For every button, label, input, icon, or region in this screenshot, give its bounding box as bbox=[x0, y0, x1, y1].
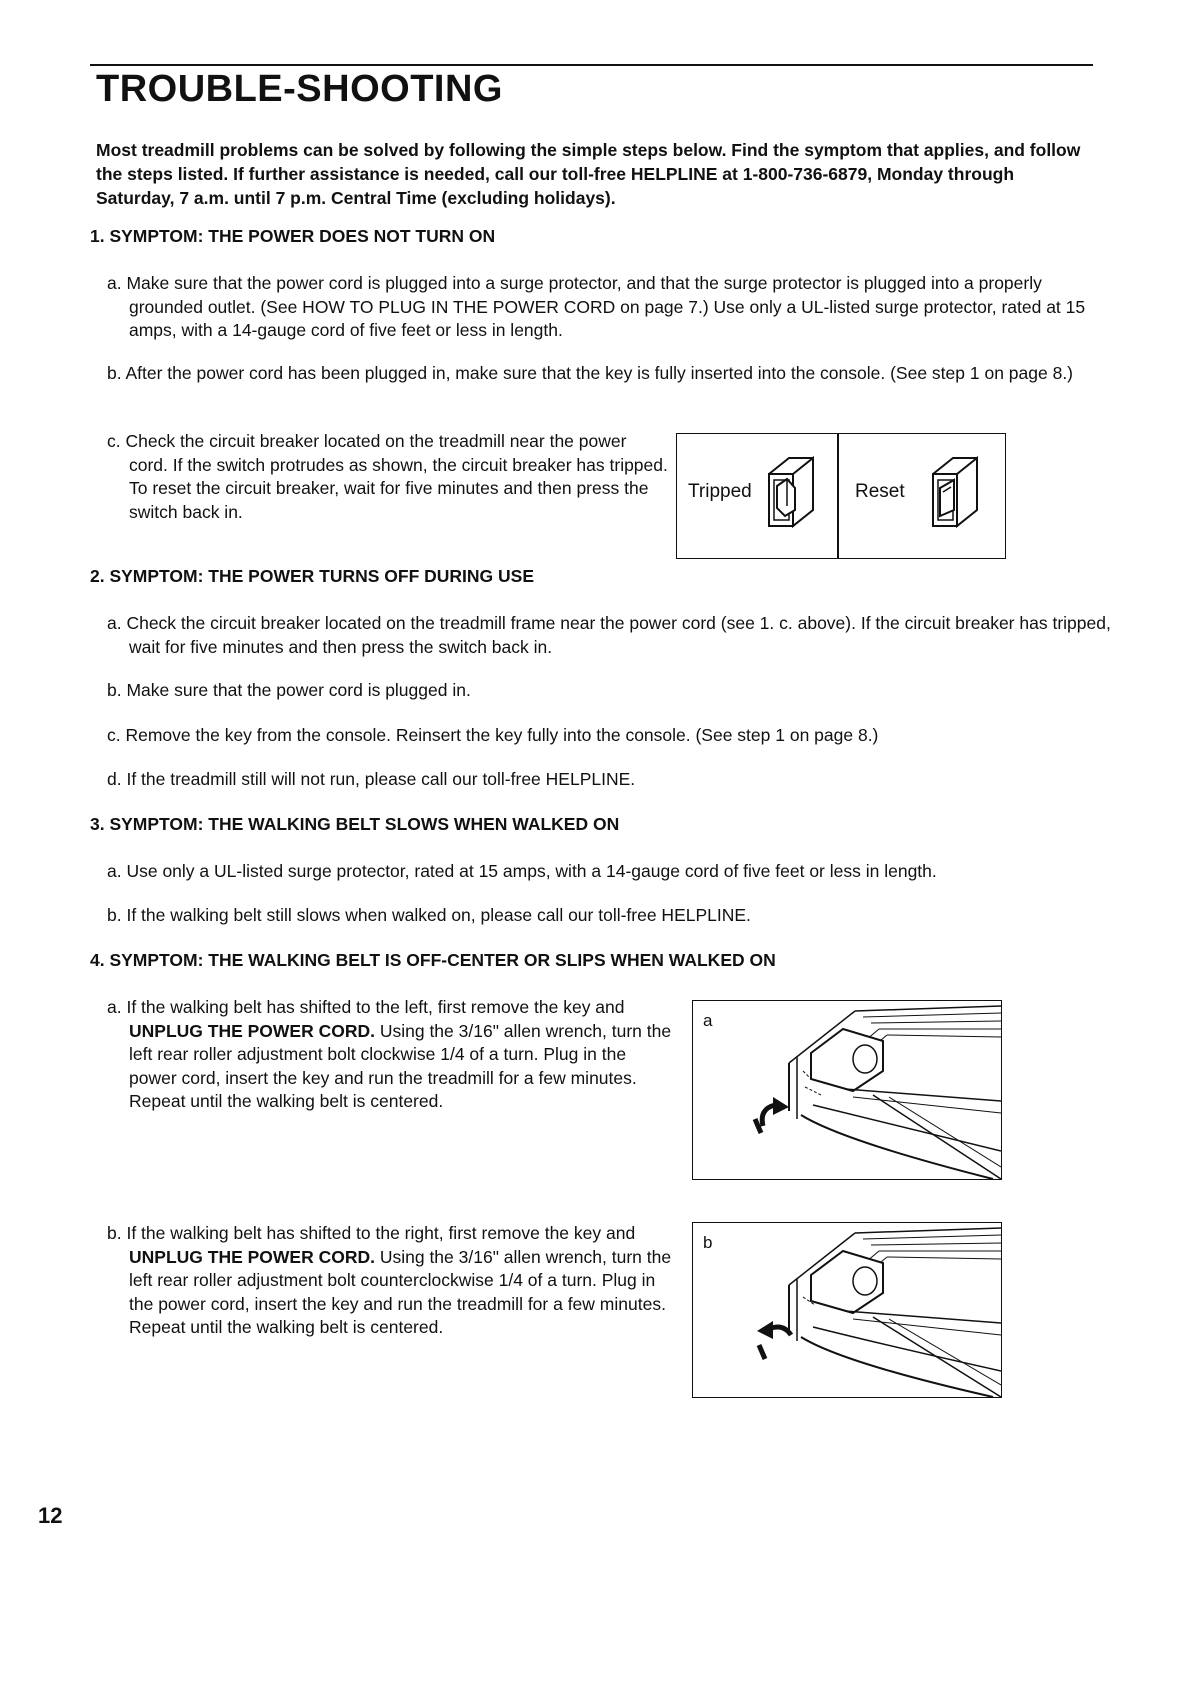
step-a-text-post: Using the 3/16" allen wrench, turn the left rear roller adjustment bolt clockwise 1/4 of a turn. Plug in the power cord, insert the key and run the treadmill for a few minutes. Repeat until the walking belt is centered. bbox=[129, 1020, 672, 1111]
symptom-2-step-a: a. Check the circuit breaker located on the treadmill frame near the power cord (see 1. c. above). If the circuit breaker has tripped, wait for five minutes and then press the switch back in. bbox=[107, 613, 1111, 657]
belt-adjust-figure-a bbox=[692, 1000, 1002, 1180]
symptom-1-step-b: b. After the power cord has been plugged in, make sure that the key is fully inserted into the console. (See step 1 on page 8.) bbox=[107, 363, 1074, 383]
symptom-4-step-a bbox=[107, 996, 674, 1114]
header-rule bbox=[90, 64, 1093, 66]
belt-roller-clockwise-illustration bbox=[693, 1001, 1001, 1179]
symptom-3-step-b: b. If the walking belt still slows when walked on, please call our toll-free HELPLINE. bbox=[107, 905, 751, 925]
tripped-switch-icon bbox=[763, 452, 821, 538]
belt-adjust-figure-b bbox=[692, 1222, 1002, 1398]
symptom-2-heading: 2. SYMPTOM: THE POWER TURNS OFF DURING USE bbox=[90, 566, 535, 586]
symptom-2-step-b: b. Make sure that the power cord is plugged in. bbox=[107, 680, 471, 700]
figure-divider bbox=[837, 434, 839, 558]
belt-roller-counterclockwise-illustration bbox=[693, 1223, 1001, 1397]
figure-b-label: b bbox=[703, 1233, 713, 1252]
symptom-4-step-b bbox=[107, 1222, 674, 1340]
symptom-1-step-a: a. Make sure that the power cord is plugged into a surge protector, and that the surge protector is plugged into a properly grounded outlet. (See HOW TO PLUG IN THE POWER CORD on page 7.) Use only a UL-listed surge protector, rated at 15 amps, with a 14-gauge cord of five feet or less in length. bbox=[107, 273, 1086, 340]
symptom-1-heading: 1. SYMPTOM: THE POWER DOES NOT TURN ON bbox=[90, 226, 496, 246]
symptom-2-step-c: c. Remove the key from the console. Reinsert the key fully into the console. (See step 1 on page 8.) bbox=[107, 725, 879, 745]
step-b-text-post: Using the 3/16" allen wrench, turn the left rear roller adjustment bolt counterclockwise 1/4 of a turn. Plug in the power cord, insert the key and run the treadmill for a few minutes. Repeat until the walking belt is centered. bbox=[129, 1246, 672, 1337]
reset-switch-icon bbox=[927, 452, 985, 538]
tripped-label: Tripped bbox=[688, 481, 752, 502]
symptom-4-heading: 4. SYMPTOM: THE WALKING BELT IS OFF-CENTER OR SLIPS WHEN WALKED ON bbox=[90, 950, 776, 970]
reset-label: Reset bbox=[855, 481, 905, 502]
page-title: TROUBLE-SHOOTING bbox=[96, 68, 503, 110]
step-b-unplug-warning: UNPLUG THE POWER CORD. bbox=[129, 1246, 375, 1267]
page-number: 12 bbox=[38, 1503, 63, 1528]
circuit-breaker-figure bbox=[676, 433, 1006, 559]
step-a-text-pre: a. If the walking belt has shifted to the left, first remove the key and bbox=[107, 997, 625, 1017]
symptom-1-step-c: c. Check the circuit breaker located on the treadmill near the power cord. If the switch protrudes as shown, the circuit breaker has tripped. To reset the circuit breaker, wait for five minutes and then press the switch back in. bbox=[107, 431, 668, 522]
symptom-3-heading: 3. SYMPTOM: THE WALKING BELT SLOWS WHEN WALKED ON bbox=[90, 814, 620, 834]
intro-paragraph: Most treadmill problems can be solved by following the simple steps below. Find the symptom that applies, and follow the steps listed. If further assistance is needed, call our toll-free HELPLINE at 1-800-736-6879, Monday through Saturday, 7 a.m. until 7 p.m. Central Time (excluding holidays). bbox=[96, 140, 1081, 208]
step-b-text-pre: b. If the walking belt has shifted to the right, first remove the key and bbox=[107, 1223, 636, 1243]
step-a-unplug-warning: UNPLUG THE POWER CORD. bbox=[129, 1020, 375, 1041]
symptom-3-step-a: a. Use only a UL-listed surge protector, rated at 15 amps, with a 14-gauge cord of five feet or less in length. bbox=[107, 861, 937, 881]
figure-a-label: a bbox=[703, 1011, 713, 1030]
symptom-2-step-d: d. If the treadmill still will not run, please call our toll-free HELPLINE. bbox=[107, 769, 636, 789]
